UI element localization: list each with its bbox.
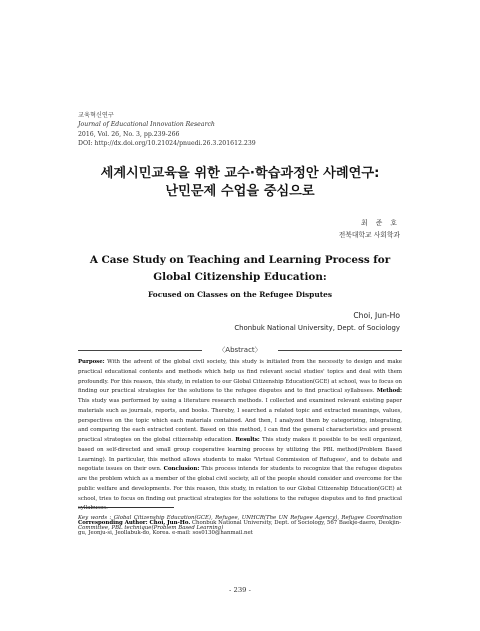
conclusion-label: Conclusion:: [163, 466, 200, 473]
author-english: [234, 310, 400, 334]
title-korean-line2: 난민문제 수업을 중심으로: [165, 184, 315, 199]
purpose-text: With the advent of the global civil society, this study is initiated from the necessity to design and make practical educational contents and methods which help us find relevant social studies' topics and deal with them profoundly. For this reason, this study, in relation to our Global Citizenship Education(GCE) at school, was to focus on finding our practical strategies for the solutions to the refugee disputes and to find practical syllabuses.: [78, 359, 402, 395]
author-affiliation-en: Chonbuk National University, Dept. of Sociology: [234, 324, 400, 332]
author-affiliation-ko: 전북대학교 사회학과: [338, 231, 400, 239]
keywords: Key words : Global Citizenship Education(GCE), Refugee, UNHCR(The UN Refugee Agency), Refugee Coordination Committee, PBL technique(Problem Based Learning): [78, 515, 402, 531]
journal-meta: [78, 111, 256, 148]
abstract-heading: [78, 345, 402, 355]
conclusion-text: This process intends for students to recognize that the refugee disputes are the problem which as a member of the global civil society, all of the people should consider and overcome for the public welfare and developments. For this reason, this study, in relation to our Global Citizenship Education(GCE) at school, tries to focus on finding out practical strategies for the solutions to the refugee disputes and to find practical syllabuses.: [78, 466, 403, 512]
title-english-line2: Global Citizenship Education:: [153, 271, 327, 283]
journal-name-en: Journal of Educational Innovation Research: [78, 121, 215, 129]
results-label: Results:: [235, 437, 260, 443]
method-text: This study was performed by using a literature research methods. I collected and examined relevant existing paper materials such as journals, reports, and books. Thereby, I searched a related topic and extracted meanings, values, perspectives on the topic which each materials contained. And then, I analyzed them by categorizing, integrating, and comparing the each extracted content. Based on this method, I can find the general characteristics and present practical strategies on the global citizenship education.: [78, 398, 402, 443]
journal-name-ko: 교육혁신연구: [78, 112, 114, 119]
title-korean-line1: 세계시민교육을 위한 교수·학습과정안 사례연구:: [100, 166, 380, 181]
author-korean: [339, 217, 400, 241]
title-english-line1: A Case Study on Teaching and Learning Process for: [89, 254, 391, 266]
title-korean: [0, 165, 480, 201]
page-number: - 239 -: [229, 586, 251, 594]
title-english: [0, 252, 480, 286]
footnote-rule: [78, 507, 174, 508]
footnote: [78, 519, 408, 538]
purpose-label: Purpose:: [78, 359, 105, 365]
abstract-rule-right: [278, 350, 402, 351]
footnote-label: Corresponding Author: Choi, Jun-Ho.: [78, 520, 191, 526]
results-text: This study makes it possible to be well organized, based on self-directed and small group cooperative learning process by utilizing the PBL method(Problem Based Learning). In particular, this method allows students to make 'Virtual Commission of Refugees', and to debate and negotiate issues on their own.: [78, 437, 402, 473]
author-name-ko: 최 준 호: [360, 219, 400, 227]
method-label: Method:: [376, 388, 402, 395]
abstract-heading-label: 〈Abstract〉: [218, 346, 262, 354]
journal-volume: 2016, Vol. 26, No. 3, pp.239-266: [78, 130, 180, 138]
subtitle-english: Focused on Classes on the Refugee Disputes: [147, 290, 333, 299]
journal-doi[interactable]: DOI: http://dx.doi.org/10.21024/pnuedi.26.3.201612.239: [78, 139, 256, 147]
footnote-text: Chonbuk National University, Dept. of Sociology, 567 Baekje-daero, Deokjin-gu, Jeonju-si, Jeollabuk-do, Korea. e-mail: sos0130@hanmail.net: [78, 520, 402, 536]
author-name-en: Choi, Jun-Ho: [353, 311, 400, 320]
